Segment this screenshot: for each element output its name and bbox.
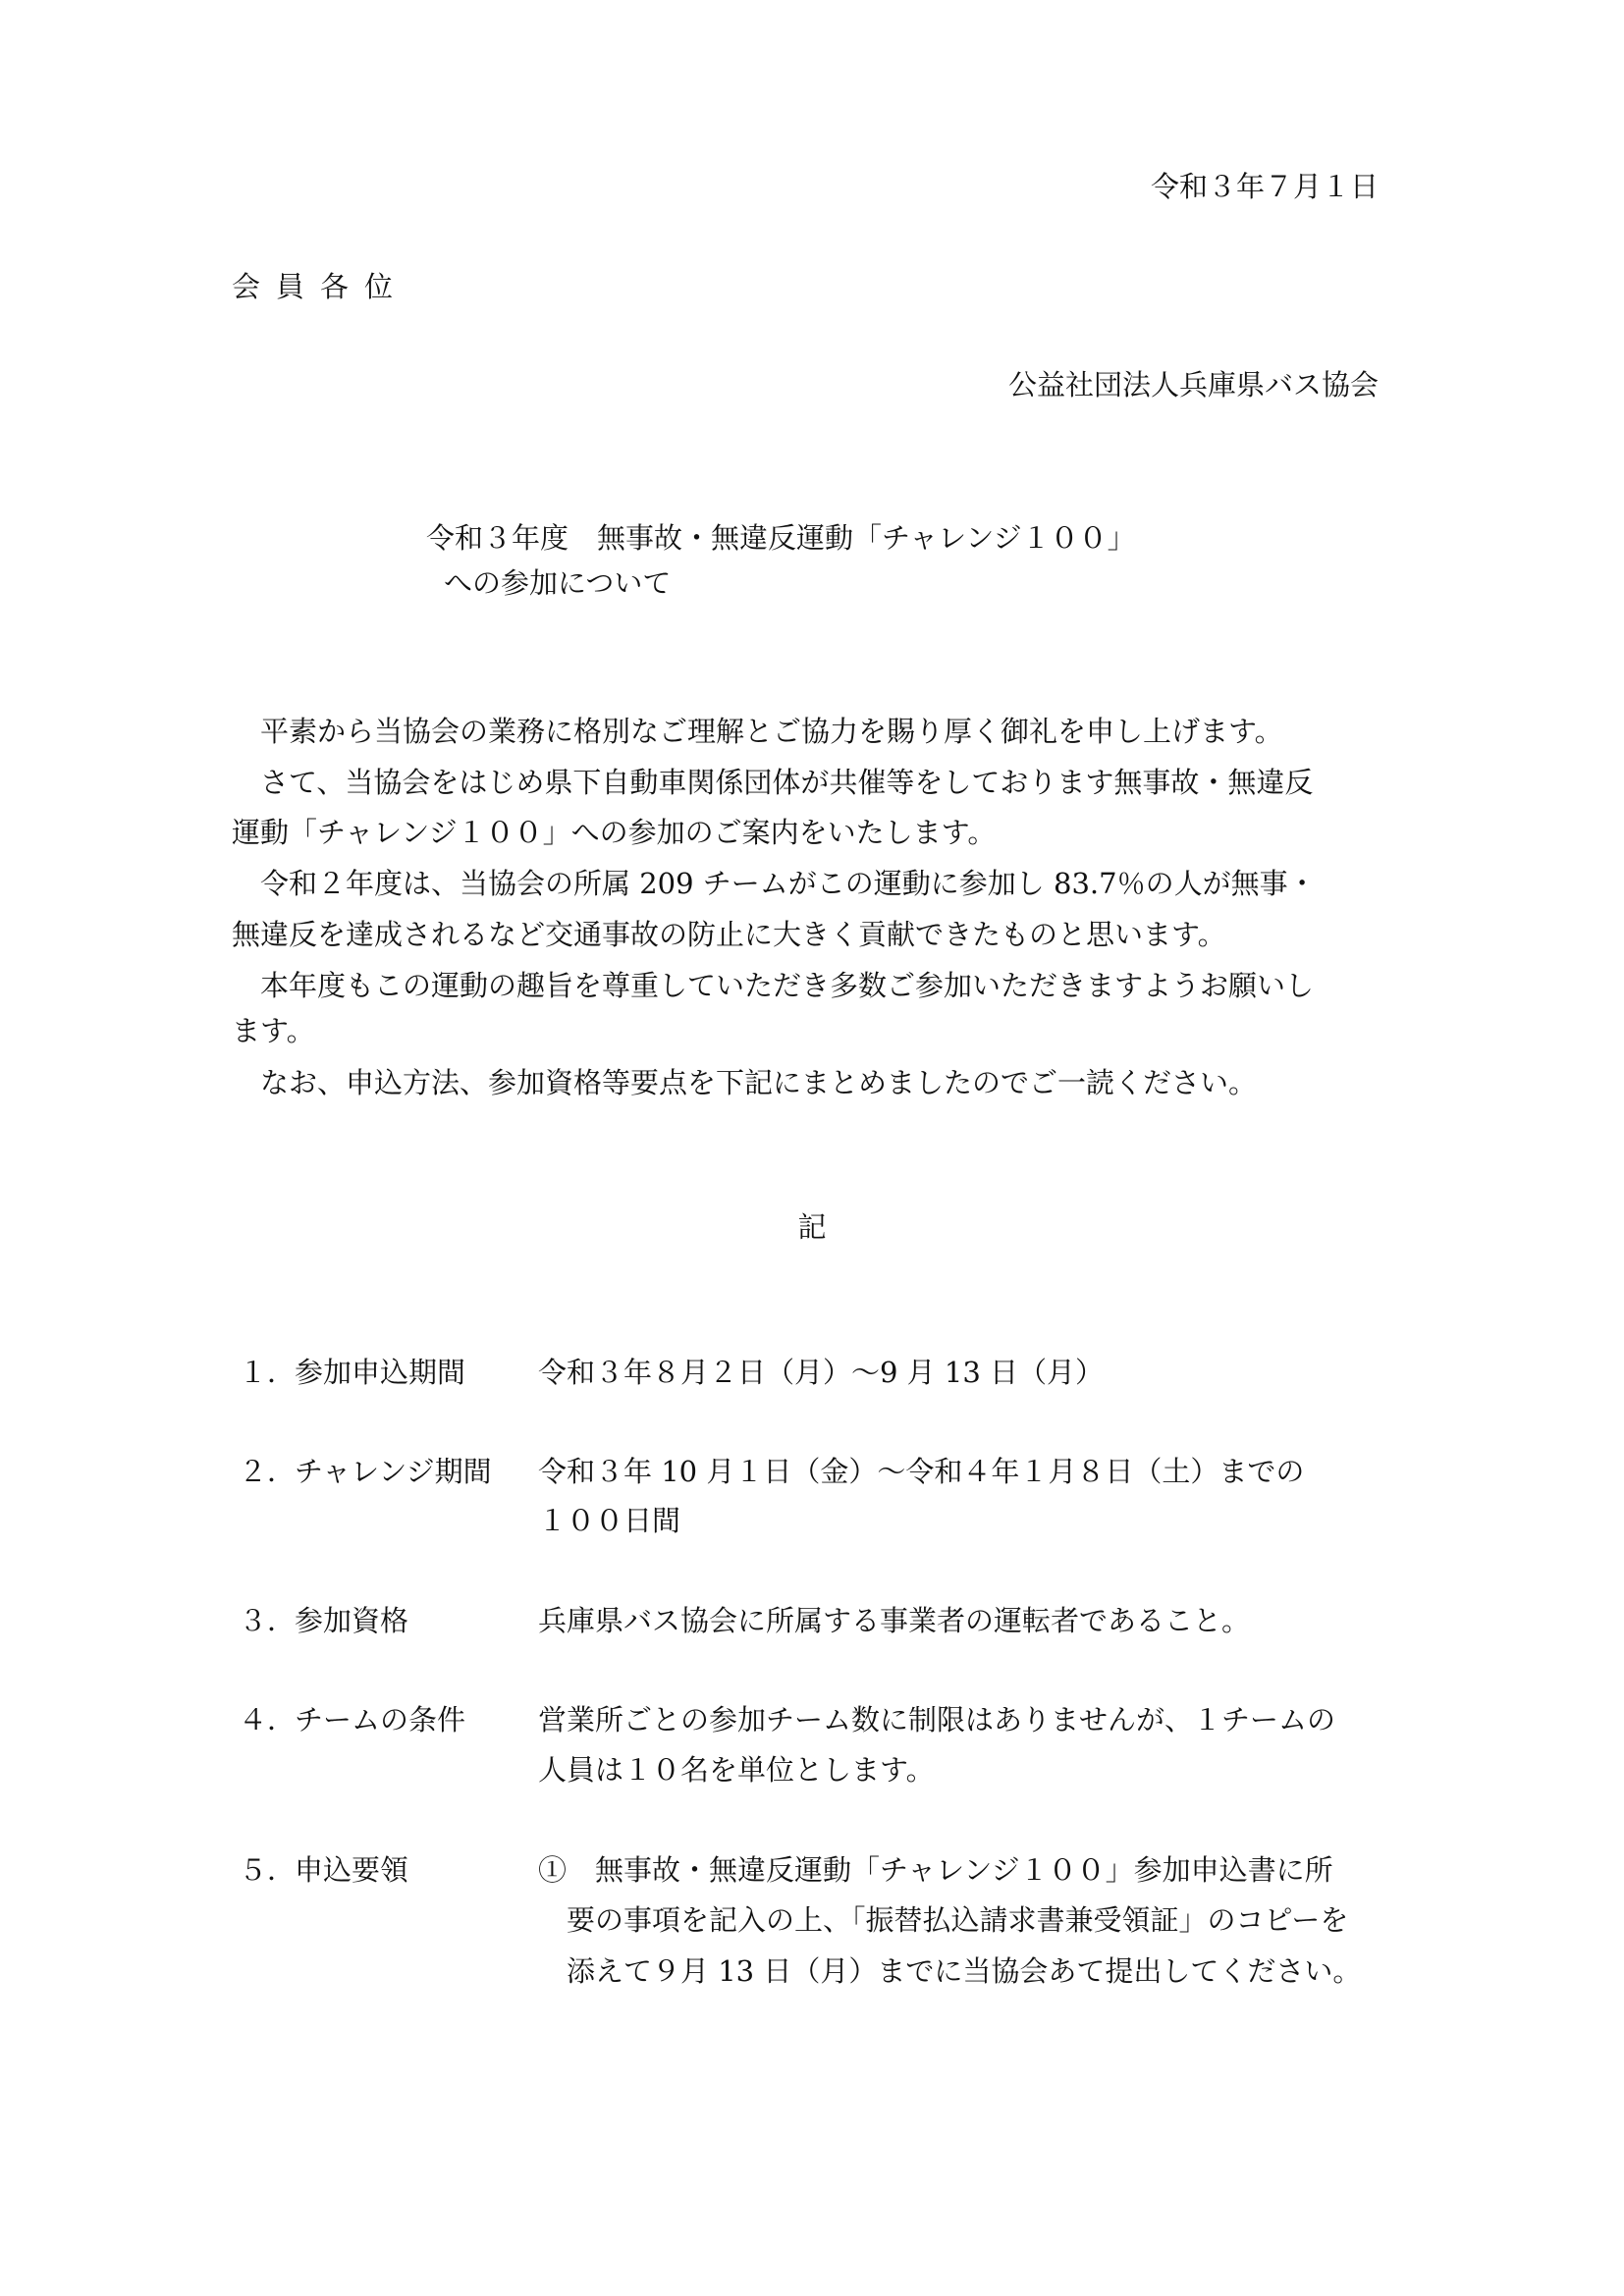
item-value-line: 添えて９月 13 日（月）までに当協会あて提出してください。 (538, 1954, 1362, 1988)
item-number: ５． (239, 1853, 297, 1887)
notes-heading: 記 (797, 1210, 827, 1244)
item-number: ４． (239, 1703, 297, 1736)
body-paragraph-line: 運動「チャレンジ１００」への参加のご案内をいたします。 (232, 816, 997, 849)
sender-organization: 公益社団法人兵庫県バス協会 (1007, 368, 1379, 401)
body-paragraph-line: 無違反を達成されるなど交通事故の防止に大きく貢献できたものと思います。 (232, 918, 1226, 951)
item-value-line: 営業所ごとの参加チーム数に制限はありませんが、１チームの (538, 1703, 1336, 1736)
item-label: チャレンジ期間 (295, 1455, 492, 1488)
item-value-line: 令和３年 10 月１日（金）～令和４年１月８日（土）までの (538, 1455, 1305, 1488)
document-title-line-2: への参加について (444, 566, 672, 600)
item-value-line: 兵庫県バス協会に所属する事業者の運転者であること。 (538, 1604, 1251, 1637)
item-value-line: １００日間 (538, 1504, 681, 1537)
document-title-line-1: 令和３年度 無事故・無違反運動「チャレンジ１００」 (426, 521, 1136, 555)
body-paragraph-line: 平素から当協会の業務に格別なご理解とご協力を賜り厚く御礼を申し上げます。 (232, 715, 1283, 748)
item-value-line: 令和３年８月２日（月）～9 月 13 日（月） (538, 1356, 1105, 1389)
issue-date: 令和３年７月１日 (1150, 170, 1379, 203)
body-paragraph-line: 本年度もこの運動の趣旨を尊重していただき多数ご参加いただきますようお願いし (232, 969, 1315, 1002)
item-number: １． (239, 1356, 297, 1389)
item-label: 参加申込期間 (295, 1356, 466, 1389)
item-value-line: ① 無事故・無違反運動「チャレンジ１００」参加申込書に所 (538, 1853, 1333, 1887)
body-paragraph-line: 令和２年度は、当協会の所属 209 チームがこの運動に参加し 83.7％の人が無事・ (232, 867, 1317, 900)
item-number: ３． (239, 1604, 297, 1637)
item-label: チームの条件 (295, 1703, 466, 1736)
body-paragraph-line: ます。 (232, 1014, 315, 1047)
item-value-line: 人員は１０名を単位とします。 (538, 1753, 935, 1787)
item-label: 申込要領 (295, 1853, 409, 1887)
item-label: 参加資格 (295, 1604, 409, 1637)
body-paragraph-line: さて、当協会をはじめ県下自動車関係団体が共催等をしております無事故・無違反 (232, 766, 1314, 799)
item-value-line: 要の事項を記入の上、「振替払込請求書兼受領証」のコピーを (538, 1903, 1349, 1937)
recipient: 会員各位 (232, 270, 409, 303)
body-paragraph-line: なお、申込方法、参加資格等要点を下記にまとめましたのでご一読ください。 (232, 1066, 1258, 1099)
item-number: ２． (239, 1455, 297, 1488)
